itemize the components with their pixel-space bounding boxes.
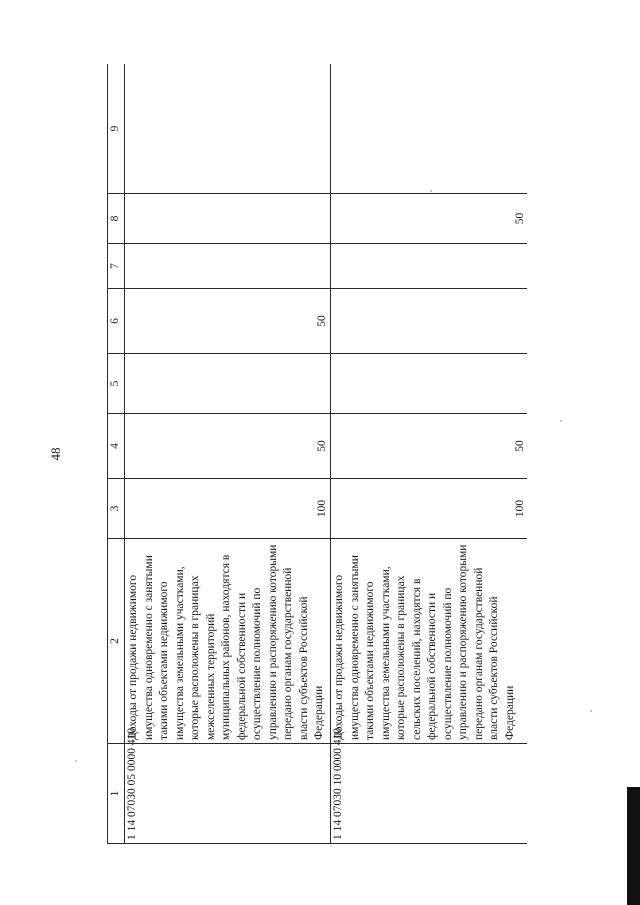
value-cell	[331, 354, 528, 414]
scan-speck	[560, 420, 562, 422]
table-container	[107, 64, 527, 844]
value-cell: 100	[331, 479, 528, 539]
column-header: 2	[108, 539, 125, 744]
value-cell: 50	[125, 289, 331, 354]
page-number: 48	[48, 447, 63, 461]
revenue-table	[107, 64, 527, 844]
value-cell: 50	[125, 414, 331, 479]
column-header: 6	[108, 289, 125, 354]
revenue-description: Доходы от продажи недвижимого имущества одновременно с занятыми такими объектами недвижимого имущества земельными участками, которые расположены в границах межселенных территорий муниципальных районов, находятся в федеральной собственности и осуществление полномочий по управлению и распоряжению которыми передано органам государственной власти субъектов Российской Федерации	[125, 539, 331, 744]
revenue-code: 1 14 07030 05 0000 410	[125, 744, 331, 844]
value-cell	[125, 354, 331, 414]
column-header: 9	[108, 64, 125, 194]
value-cell	[125, 64, 331, 194]
value-cell	[125, 244, 331, 289]
column-header: 8	[108, 194, 125, 244]
scan-speck	[590, 710, 592, 712]
revenue-code: 1 14 07030 10 0000 410	[331, 744, 528, 844]
column-header: 3	[108, 479, 125, 539]
column-header: 1	[108, 744, 125, 844]
table-row	[331, 64, 528, 844]
column-header: 4	[108, 414, 125, 479]
header-row	[108, 64, 125, 844]
scan-speck	[430, 190, 432, 192]
scan-edge-mark	[627, 787, 640, 905]
value-cell	[331, 289, 528, 354]
column-header: 7	[108, 244, 125, 289]
scan-speck	[75, 760, 77, 762]
value-cell: 50	[331, 194, 528, 244]
value-cell	[125, 194, 331, 244]
value-cell	[331, 244, 528, 289]
table-row	[125, 64, 331, 844]
value-cell: 50	[331, 414, 528, 479]
value-cell	[331, 64, 528, 194]
column-header: 5	[108, 354, 125, 414]
value-cell: 100	[125, 479, 331, 539]
revenue-description: Доходы от продажи недвижимого имущества одновременно с занятыми такими объектами недвижимого имущества земельными участками, которые расположены в границах сельских поселений, находятся в федеральной собственности и осуществление полномочий по управлению и распоряжению которыми передано органам государственной власти субъектов Российской Федерации	[331, 539, 528, 744]
